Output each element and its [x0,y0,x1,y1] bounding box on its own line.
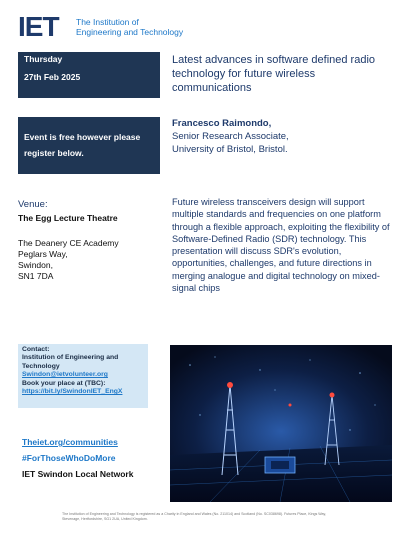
contact-box [18,344,148,408]
event-date: 27th Feb 2025 [24,72,81,82]
logo-mark: IET [18,11,59,42]
speaker-role: Senior Research Associate, [172,131,289,142]
hashtag: #ForThoseWhoDoMore [22,453,116,463]
footer-legal-text: The Institution of Engineering and Technology is registered as a Charity in England and Wales (No. 211014) and Scotland (No. SC038698). Futures Place, Kings Way, Stevenage, Hertfordshire, SG1 2UA, United Kingdom. [62,512,327,521]
logo-line-1: The Institution of [76,17,139,27]
links-block [22,434,172,482]
booking-link[interactable]: https://bit.ly/SwindonIET_EngX [22,388,123,396]
venue-block [18,199,168,282]
event-day: Thursday [24,54,63,64]
free-notice-box [18,117,160,174]
event-title: Latest advances in software defined radio technology for future wireless communications [172,54,376,94]
speaker-affiliation: University of Bristol, Bristol. [172,144,288,155]
venue-address [18,238,168,282]
address-line: The Deanery CE Academy [18,238,119,248]
address-line: Swindon, [18,260,53,270]
network-name: IET Swindon Local Network [22,469,134,479]
free-notice: Event is free however please register below. [24,132,141,158]
network-tower-image [170,345,392,502]
contact-label: Contact: [22,346,50,353]
speaker-block [172,117,397,156]
logo-line-2: Engineering and Technology [76,27,184,37]
address-line: Peglars Way, [18,249,68,259]
communities-link[interactable]: Theiet.org/communities [22,437,118,447]
talk-abstract: Future wireless transceivers design will support multiple standards and frequencies on one platform through a flexible approach, exploiting the flexibility of Software-Defined Radio (SDR) technology. This presentation will discuss SDR's evolution, opportunities, challenges, and future directions in merging analogue and digital technology on mixed-signal chips [172,197,390,294]
book-label: Book your place at (TBC): [22,379,106,387]
contact-email-link[interactable]: Swindon@ietvolunteer.org [22,371,108,379]
address-line: SN1 7DA [18,271,54,281]
date-box [18,52,160,98]
venue-name: The Egg Lecture Theatre [18,213,118,223]
iet-logo [18,11,198,42]
contact-org: Institution of Engineering and Technology [22,354,119,370]
logo-text [76,17,183,37]
venue-label: Venue: [18,199,48,210]
speaker-name: Francesco Raimondo, [172,118,272,129]
